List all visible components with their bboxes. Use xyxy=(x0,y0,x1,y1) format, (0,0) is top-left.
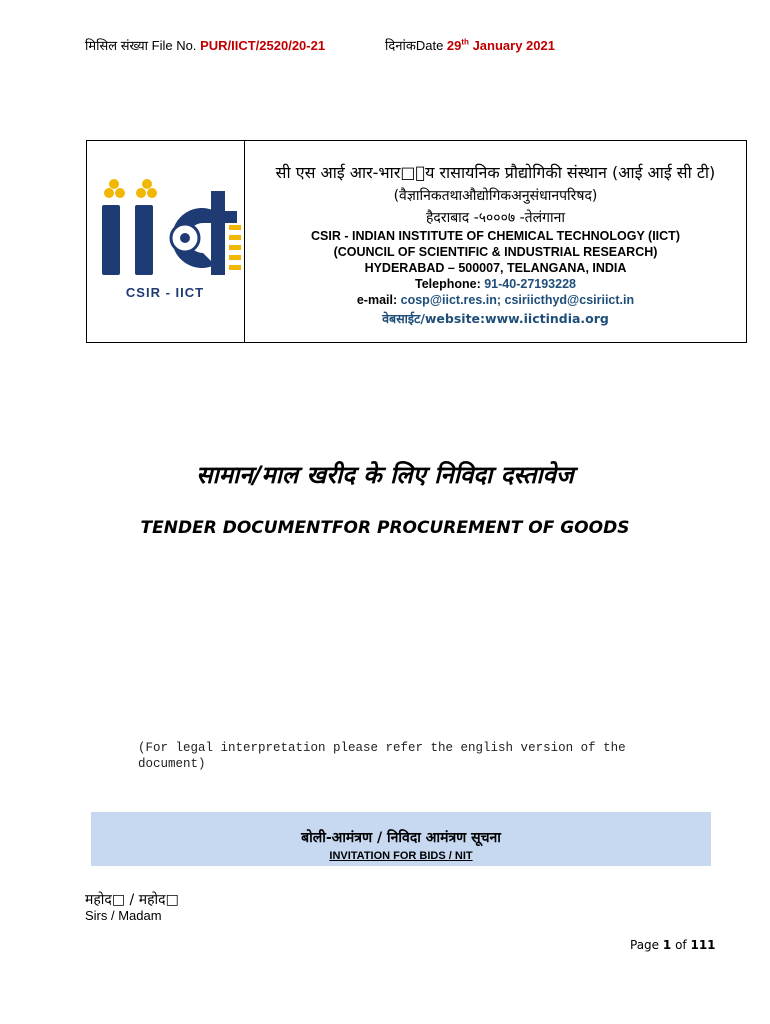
nit-banner xyxy=(91,812,711,866)
email-line xyxy=(245,293,746,307)
document-title-hindi: सामान/माल खरीद के लिए निविदा दस्तावेज xyxy=(196,461,574,489)
city-hindi: हैदराबाद -५०००७ -तेलंगाना xyxy=(425,210,566,226)
institute-name-english: CSIR - INDIAN INSTITUTE OF CHEMICAL TECHNOLOGY (IICT) xyxy=(311,229,680,243)
institute-info xyxy=(245,141,746,342)
date-day: 29 xyxy=(446,38,462,53)
current-page: 1 xyxy=(662,938,672,952)
total-pages: 111 xyxy=(690,938,716,952)
csir-iict-logo xyxy=(87,141,244,342)
date-suffix: th xyxy=(461,37,469,47)
of-label: of xyxy=(675,938,687,952)
logo-text: CSIR - IICT xyxy=(125,285,205,300)
salutation-english: Sirs / Madam xyxy=(85,908,162,923)
letterhead-box xyxy=(86,140,747,343)
email-label: e-mail: xyxy=(356,293,398,307)
website-link[interactable]: वेबसाईट/website:www.iictindia.org xyxy=(382,311,609,326)
nit-title-english: INVITATION FOR BIDS / NIT xyxy=(329,850,473,862)
legal-note: (For legal interpretation please refer the english version of the document) xyxy=(138,741,626,771)
council-name-hindi: (वैज्ञानिकतथाऔद्योगिकअनुसंधानपरिषद) xyxy=(393,188,598,204)
email-addresses[interactable]: cosp@iict.res.in; csiriicthyd@csiriict.in xyxy=(400,293,635,307)
telephone-line xyxy=(245,277,746,291)
institute-name-hindi: सी एस आई आर-भार□ीय रासायनिक प्रौद्योगिकी संस्थान (आई आई सी टी) xyxy=(275,163,716,182)
document-title-english: TENDER DOCUMENTFOR PROCUREMENT OF GOODS xyxy=(140,518,630,538)
file-number: PUR/IICT/2520/20-21 xyxy=(200,38,326,53)
telephone-label: Telephone: xyxy=(415,277,481,291)
council-name-english: (COUNCIL OF SCIENTIFIC & INDUSTRIAL RESEARCH) xyxy=(333,245,658,259)
salutation-hindi: महोद□ / महोद□ xyxy=(85,892,179,908)
nit-title-hindi: बोली-आमंत्रण / निविदा आमंत्रण सूचना xyxy=(301,830,501,846)
logo-cell xyxy=(87,141,245,342)
page-number xyxy=(630,938,716,952)
date-month-year: January 2021 xyxy=(472,38,555,53)
telephone-number: 91-40-27193228 xyxy=(484,277,576,291)
date-label: दिनांकDate xyxy=(385,38,444,53)
date-line xyxy=(385,36,555,54)
address-english: HYDERABAD – 500007, TELANGANA, INDIA xyxy=(364,261,627,275)
file-number-label: मिसिल संख्या File No. xyxy=(85,38,197,53)
page-label: Page xyxy=(630,938,660,952)
file-number-line xyxy=(85,36,325,54)
